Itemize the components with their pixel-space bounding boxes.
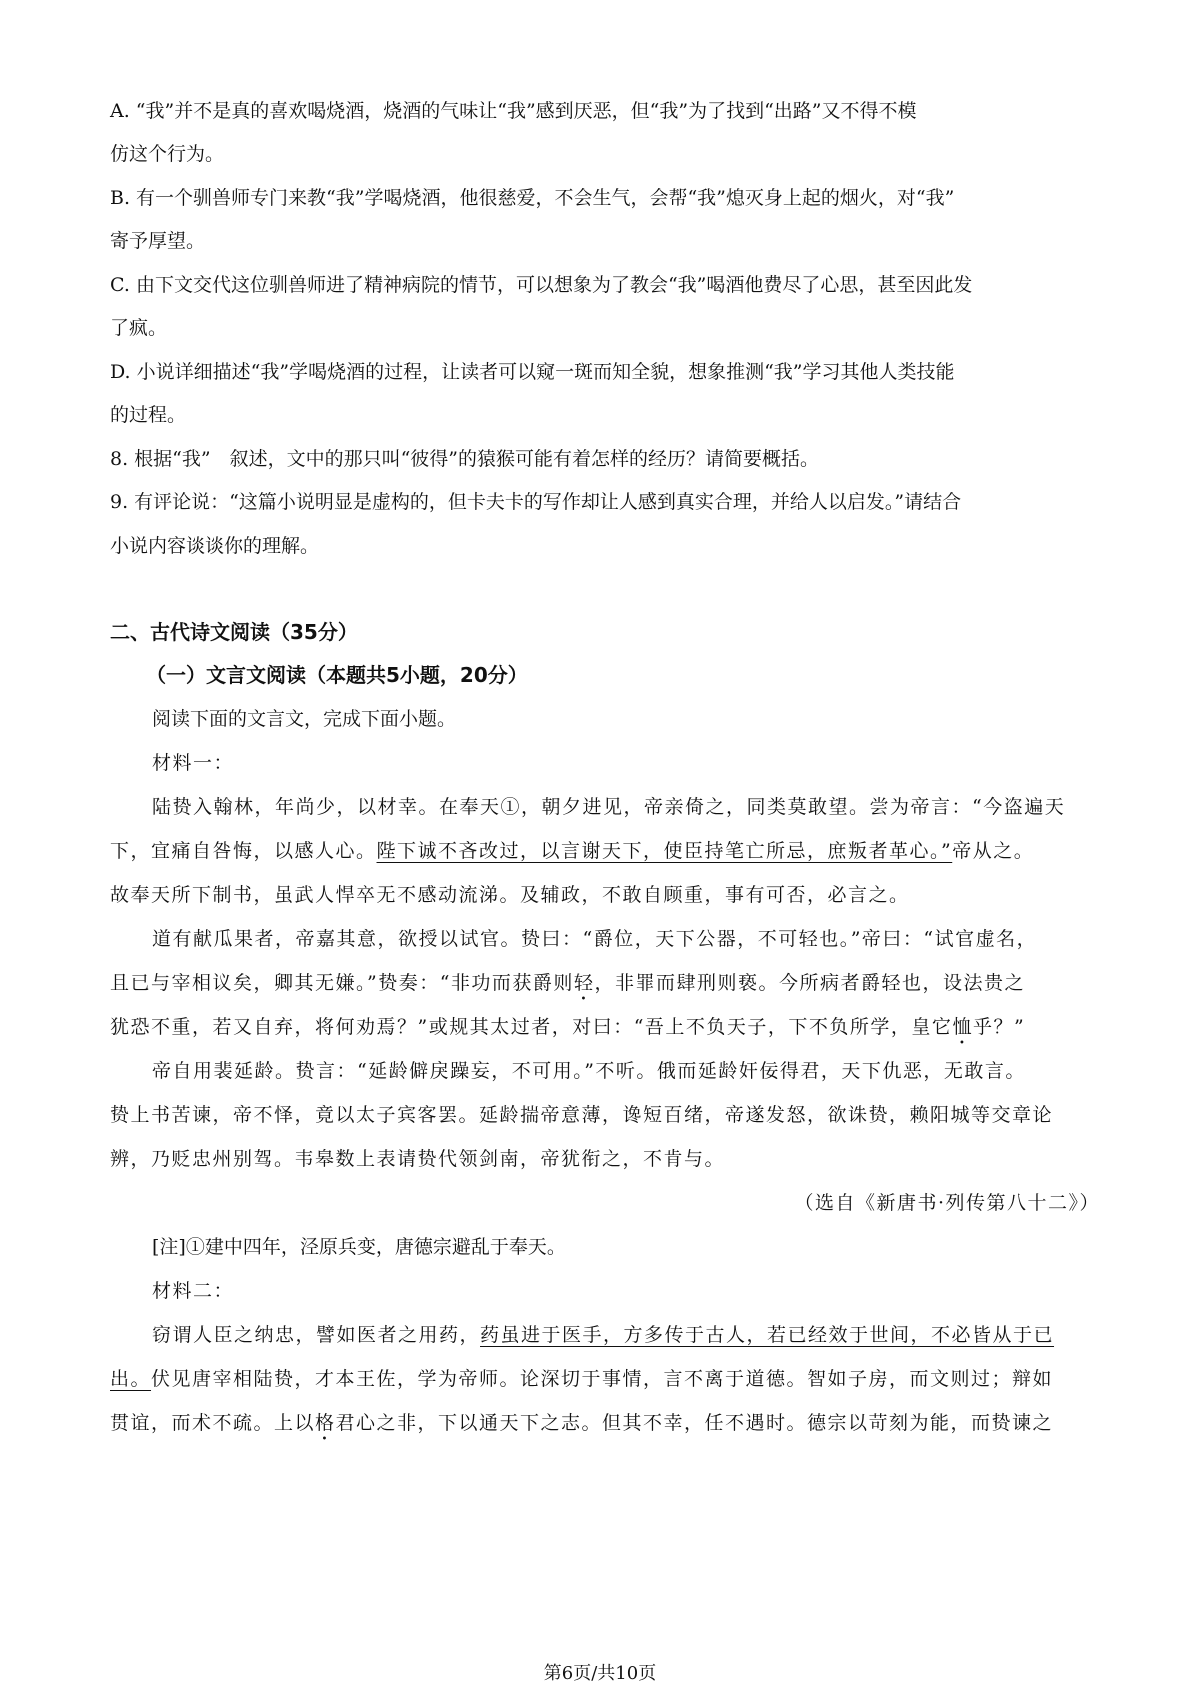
annotation-note: [注]①建中四年，泾原兵变，唐德宗避乱于奉天。 [152,1236,566,1258]
material-1-p1-line1: 陆贽入翰林，年尚少，以材幸。在奉天①，朝夕进见，帝亲倚之，同类莫敢望。尝为帝言：“今盗遍天 [152,796,1066,818]
emphasized-word: 轻 [573,972,595,994]
material-1-p3-line1: 帝自用裴延龄。贽言：“延龄僻戾躁妄，不可用。”不听。俄而延龄奸佞得君，天下仇恶，无敢言。 [152,1060,1026,1082]
emphasized-word: 格 [315,1412,336,1434]
option-a-line1: A. “我”并不是真的喜欢喝烧酒，烧酒的气味让“我”感到厌恶，但“我”为了找到“出路”又不得不模 [110,100,917,122]
question-8: 8. 根据“我” 叙述，文中的那只叫“彼得”的猿猴可能有着怎样的经历？请简要概括。 [110,448,820,470]
material-1-label: 材料一： [152,752,235,774]
underlined-sentence: 陛下诚不吝改过，以言谢天下，使臣持笔亡所忌，庶叛者革心。” [376,840,953,862]
material-1-p2-line1: 道有献瓜果者，帝嘉其意，欲授以试官。贽曰：“爵位，天下公器，不可轻也。”帝曰：“试官虚名， [152,928,1038,950]
text-span: 下，宜痛自咎悔，以感人心。 [110,840,377,862]
option-b-line1: B. 有一个驯兽师专门来教“我”学喝烧酒，他很慈爱，不会生气，会帮“我”熄灭身上起的烟火，对“我” [110,187,955,209]
option-c-line2: 了疯。 [110,317,168,339]
option-d-line2: 的过程。 [110,404,187,426]
page-number: 第6页/共10页 [543,1663,657,1684]
material-2-line3 [110,1410,1100,1445]
option-a-line2: 仿这个行为。 [110,143,225,165]
underlined-sentence: 出。 [110,1368,152,1390]
underlined-sentence: 药虽进于医手，方多传于古人，若已经效于世间，不必皆从于已 [480,1324,1055,1346]
material-1-p2-line2 [110,970,1100,1005]
question-9-line1: 9. 有评论说：“这篇小说明显是虚构的，但卡夫卡的写作却让人感到真实合理，并给人以启发。”请结合 [110,491,962,513]
text-span: 犹恐不重，若又自弃，将何劝焉？”或规其太过者，对曰：“吾上不负天子，下不负所学，皇它 [110,1016,953,1038]
text-span: 贯谊，而术不疏。上以 [110,1412,316,1434]
question-9-line2: 小说内容谈谈你的理解。 [110,535,320,557]
section-heading: 二、古代诗文阅读（35分） [110,620,358,644]
material-2-line1 [152,1322,1142,1348]
text-span: 君心之非，下以通天下之志。但其不幸，任不遇时。德宗以苛刻为能，而贽谏之 [335,1412,1054,1434]
text-span: 伏见唐宰相陆贽，才本王佐，学为帝师。论深切于事情，言不离于道德。智如子房，而文则过；辩如 [151,1368,1054,1390]
material-2-line2 [110,1366,1100,1392]
option-b-line2: 寄予厚望。 [110,230,206,252]
material-1-p1-line3: 故奉天所下制书，虽武人悍卒无不感动流涕。及辅政，不敢自顾重，事有可否，必言之。 [110,884,910,906]
material-1-p3-line3: 辨，乃贬忠州别驾。韦皋数上表请贽代领剑南，帝犹衔之，不肯与。 [110,1148,726,1170]
text-span: 乎？” [972,1016,1026,1038]
instruction: 阅读下面的文言文，完成下面小题。 [152,708,457,730]
material-1-p1-line2 [110,838,1100,864]
text-span: ，非罪而肆刑则亵。今所病者爵轻也，设法贵之 [594,972,1025,994]
subsection-heading: （一）文言文阅读（本题共5小题，20分） [146,663,528,687]
emphasized-word: 恤 [952,1016,973,1038]
material-1-p3-line2: 贽上书苦谏，帝不怿，竟以太子宾客罢。延龄揣帝意薄，谗短百绪，帝遂发怒，欲诛贽，赖阳城等交章论 [110,1104,1054,1126]
source-citation: （选自《新唐书·列传第八十二》） [794,1192,1100,1214]
text-span: 且已与宰相议矣，卿其无嫌。”贽奏：“非功而获爵则 [110,972,574,994]
option-d-line1: D. 小说详细描述“我”学喝烧酒的过程，让读者可以窥一斑而知全貌，想象推测“我”学习其他人类技能 [110,361,955,383]
material-2-label: 材料二： [152,1280,235,1302]
material-1-p2-line3 [110,1014,1100,1049]
text-span: 帝从之。 [952,840,1035,862]
option-c-line1: C. 由下文交代这位驯兽师进了精神病院的情节，可以想象为了教会“我”喝酒他费尽了心思，甚至因此发 [110,274,973,296]
text-span: 窃谓人臣之纳忠，譬如医者之用药， [152,1324,481,1346]
